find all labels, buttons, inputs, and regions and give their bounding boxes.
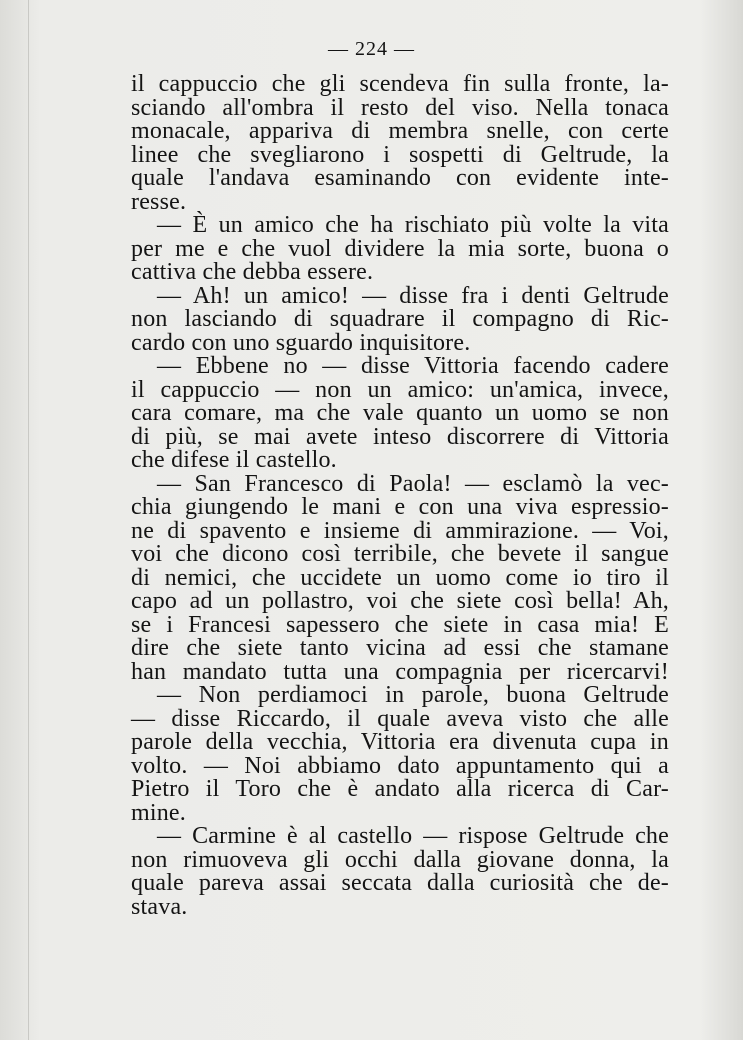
page-number: — 224 — xyxy=(328,38,415,60)
page-gutter xyxy=(28,0,29,1040)
text-line: se i Francesi sapessero che siete in casa mia! E xyxy=(131,611,669,638)
text-line: il cappuccio — non un amico: un'amica, invece, xyxy=(131,376,669,403)
text-line: cardo con uno sguardo inquisitore. xyxy=(131,329,471,356)
text-line: Pietro il Toro che è andato alla ricerca di Car- xyxy=(131,776,669,802)
text-line: — San Francesco di Paola! — esclamò la vec- xyxy=(157,470,669,497)
text-line: sciando all'ombra il resto del viso. Nella tonaca xyxy=(131,94,669,121)
text-line: capo ad un pollastro, voi che siete così bella! Ah, xyxy=(131,588,669,614)
text-line: — Non perdiamoci in parole, buona Geltrude xyxy=(157,682,669,708)
text-line: quale pareva assai seccata dalla curiosità che de- xyxy=(131,870,669,896)
text-line: dire che siete tanto vicina ad essi che stamane xyxy=(131,635,669,661)
text-line: quale l'andava esaminando con evidente inte- xyxy=(131,165,669,191)
text-line: di più, se mai avete inteso discorrere di Vittoria xyxy=(131,423,669,450)
text-line: ne di spavento e insieme di ammirazione. — Voi, xyxy=(131,517,669,544)
text-line: — È un amico che ha rischiato più volte la vita xyxy=(157,212,669,238)
text-line: per me e che vuol dividere la mia sorte, buona o xyxy=(131,235,669,262)
text-line: non rimuoveva gli occhi dalla giovane donna, la xyxy=(131,846,669,873)
body-text xyxy=(131,73,669,919)
text-line: non lasciando di squadrare il compagno di Ric- xyxy=(131,306,669,332)
text-line: mine. xyxy=(131,799,186,826)
text-line: linee che svegliarono i sospetti di Geltrude, la xyxy=(131,141,669,168)
text-line: voi che dicono così terribile, che bevete il sangue xyxy=(131,541,669,567)
text-line: — disse Riccardo, il quale aveva visto che alle xyxy=(131,705,669,732)
text-line: il cappuccio che gli scendeva fin sulla fronte, la- xyxy=(131,71,669,97)
text-line: cattiva che debba essere. xyxy=(131,259,374,285)
text-line: — Carmine è al castello — rispose Geltrude che xyxy=(157,823,669,849)
text-line: — Ah! un amico! — disse fra i denti Geltrude xyxy=(157,282,669,309)
text-line: chia giungendo le mani e con una viva espressio- xyxy=(131,494,669,520)
text-line: resse. xyxy=(131,188,187,215)
text-line: volto. — Noi abbiamo dato appuntamento qui a xyxy=(131,752,669,779)
text-line: monacale, appariva di membra snelle, con certe xyxy=(131,118,669,144)
text-line: han mandato tutta una compagnia per ricercarvi! xyxy=(131,658,669,685)
text-line: cara comare, ma che vale quanto un uomo se non xyxy=(131,400,669,426)
text-line: che difese il castello. xyxy=(131,447,337,473)
text-line: parole della vecchia, Vittoria era divenuta cupa in xyxy=(131,729,669,755)
text-line: — Ebbene no — disse Vittoria facendo cadere xyxy=(157,353,669,379)
text-line: di nemici, che uccidete un uomo come io tiro il xyxy=(131,564,669,591)
text-line: stava. xyxy=(131,893,188,920)
